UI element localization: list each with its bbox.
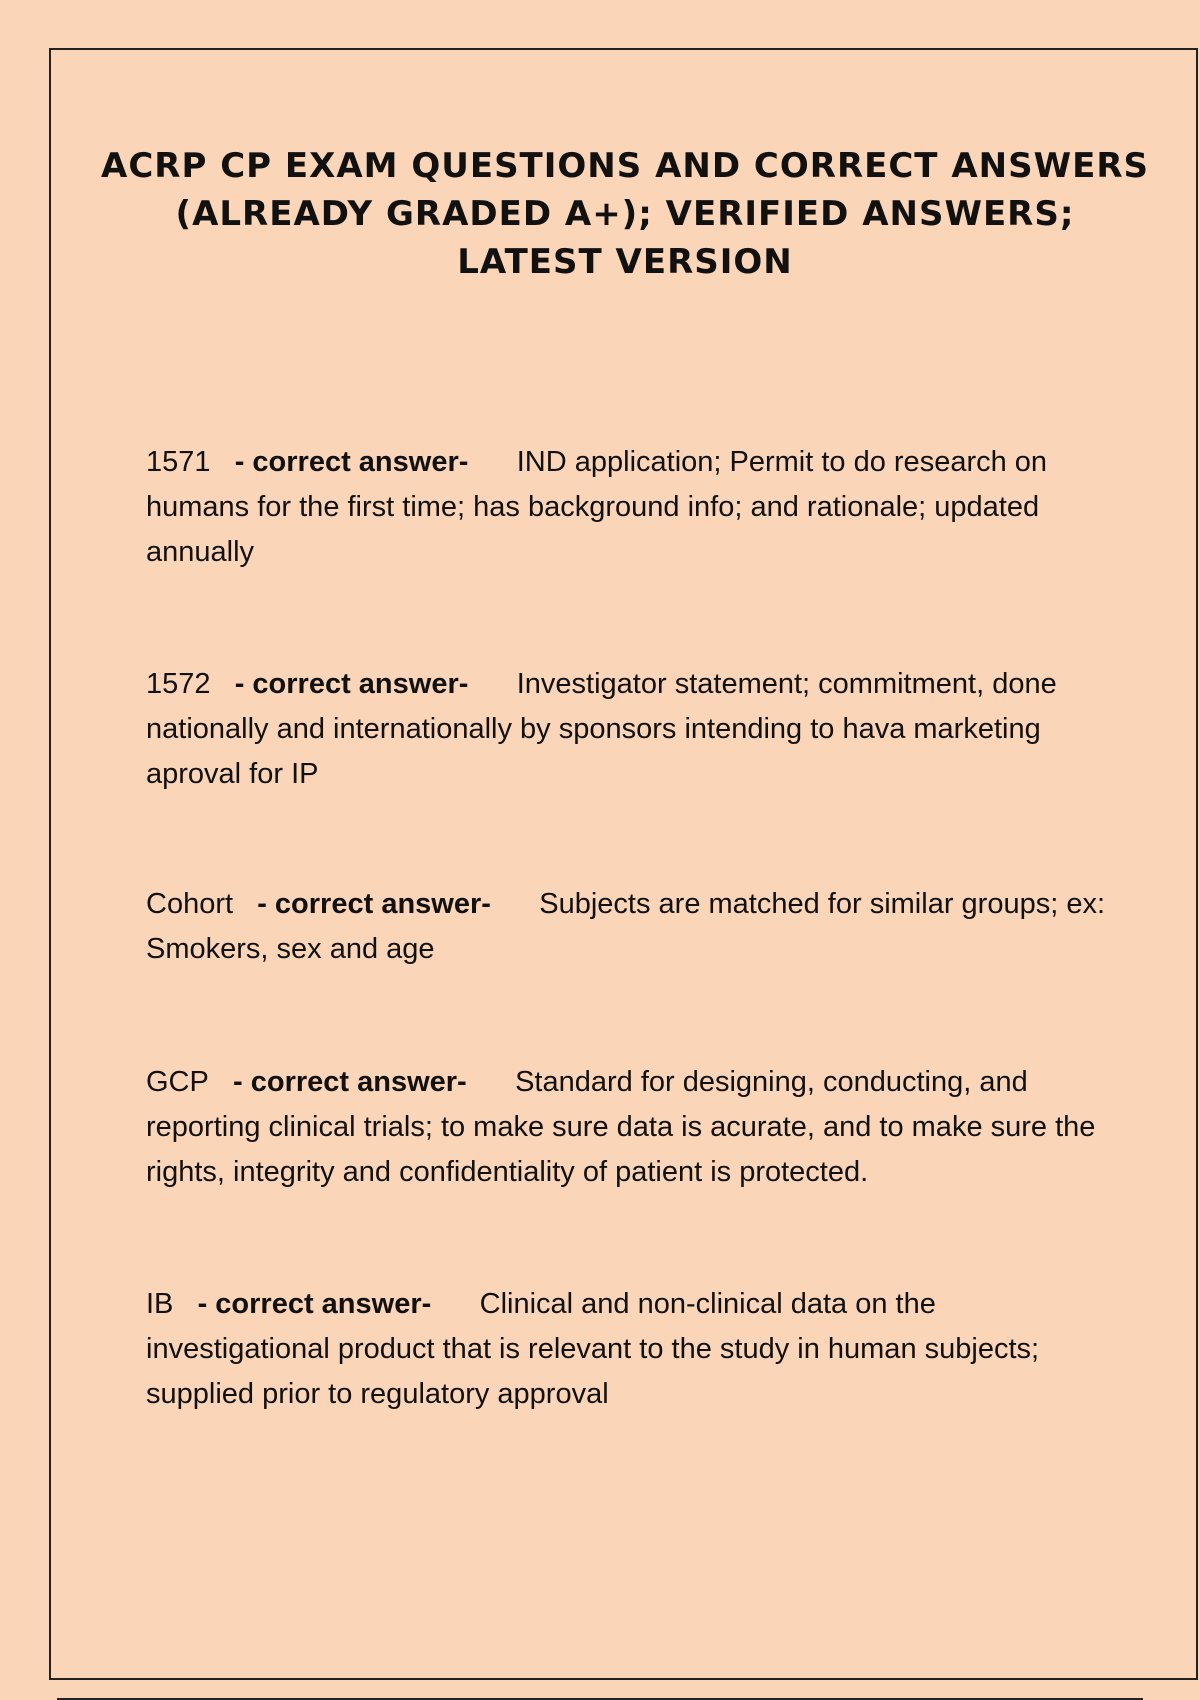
qa-answer: IND application; Permit to do research on humans for the first time; has background info; and rationale; updated annually bbox=[146, 446, 1048, 568]
qa-term: GCP bbox=[146, 1066, 209, 1098]
qa-separator: - correct answer- bbox=[233, 1066, 467, 1098]
qa-answer: Clinical and non-clinical data on the investigational product that is relevant to the study in human subjects; supplied prior to regulatory approval bbox=[146, 1288, 1040, 1410]
qa-item bbox=[146, 1060, 1126, 1195]
page-frame bbox=[49, 48, 1198, 1680]
qa-separator: - correct answer- bbox=[234, 668, 469, 700]
qa-separator: - correct answer- bbox=[257, 888, 491, 920]
qa-item bbox=[146, 1282, 1126, 1417]
qa-answer: Standard for designing, conducting, and reporting clinical trials; to make sure data is acurate, and to make sure the rights, integrity and confidentiality of patient is protected. bbox=[146, 1066, 1096, 1188]
qa-answer: Subjects are matched for similar groups; ex: Smokers, sex and age bbox=[146, 888, 1106, 965]
qa-term: IB bbox=[146, 1288, 174, 1320]
qa-item bbox=[146, 882, 1126, 972]
document-title: ACRP CP EXAM QUESTIONS AND CORRECT ANSWERS (ALREADY GRADED A+); VERIFIED ANSWERS; LATEST VERSION bbox=[101, 146, 1149, 282]
qa-separator: - correct answer- bbox=[234, 446, 469, 478]
qa-item bbox=[146, 662, 1126, 797]
qa-term: 1571 bbox=[146, 446, 211, 478]
qa-item bbox=[146, 440, 1126, 575]
qa-term: Cohort bbox=[146, 888, 234, 920]
qa-separator: - correct answer- bbox=[197, 1288, 432, 1320]
qa-term: 1572 bbox=[146, 668, 211, 700]
qa-answer: Investigator statement; commitment, done nationally and internationally by sponsors intending to hava marketing aproval for IP bbox=[146, 668, 1057, 790]
